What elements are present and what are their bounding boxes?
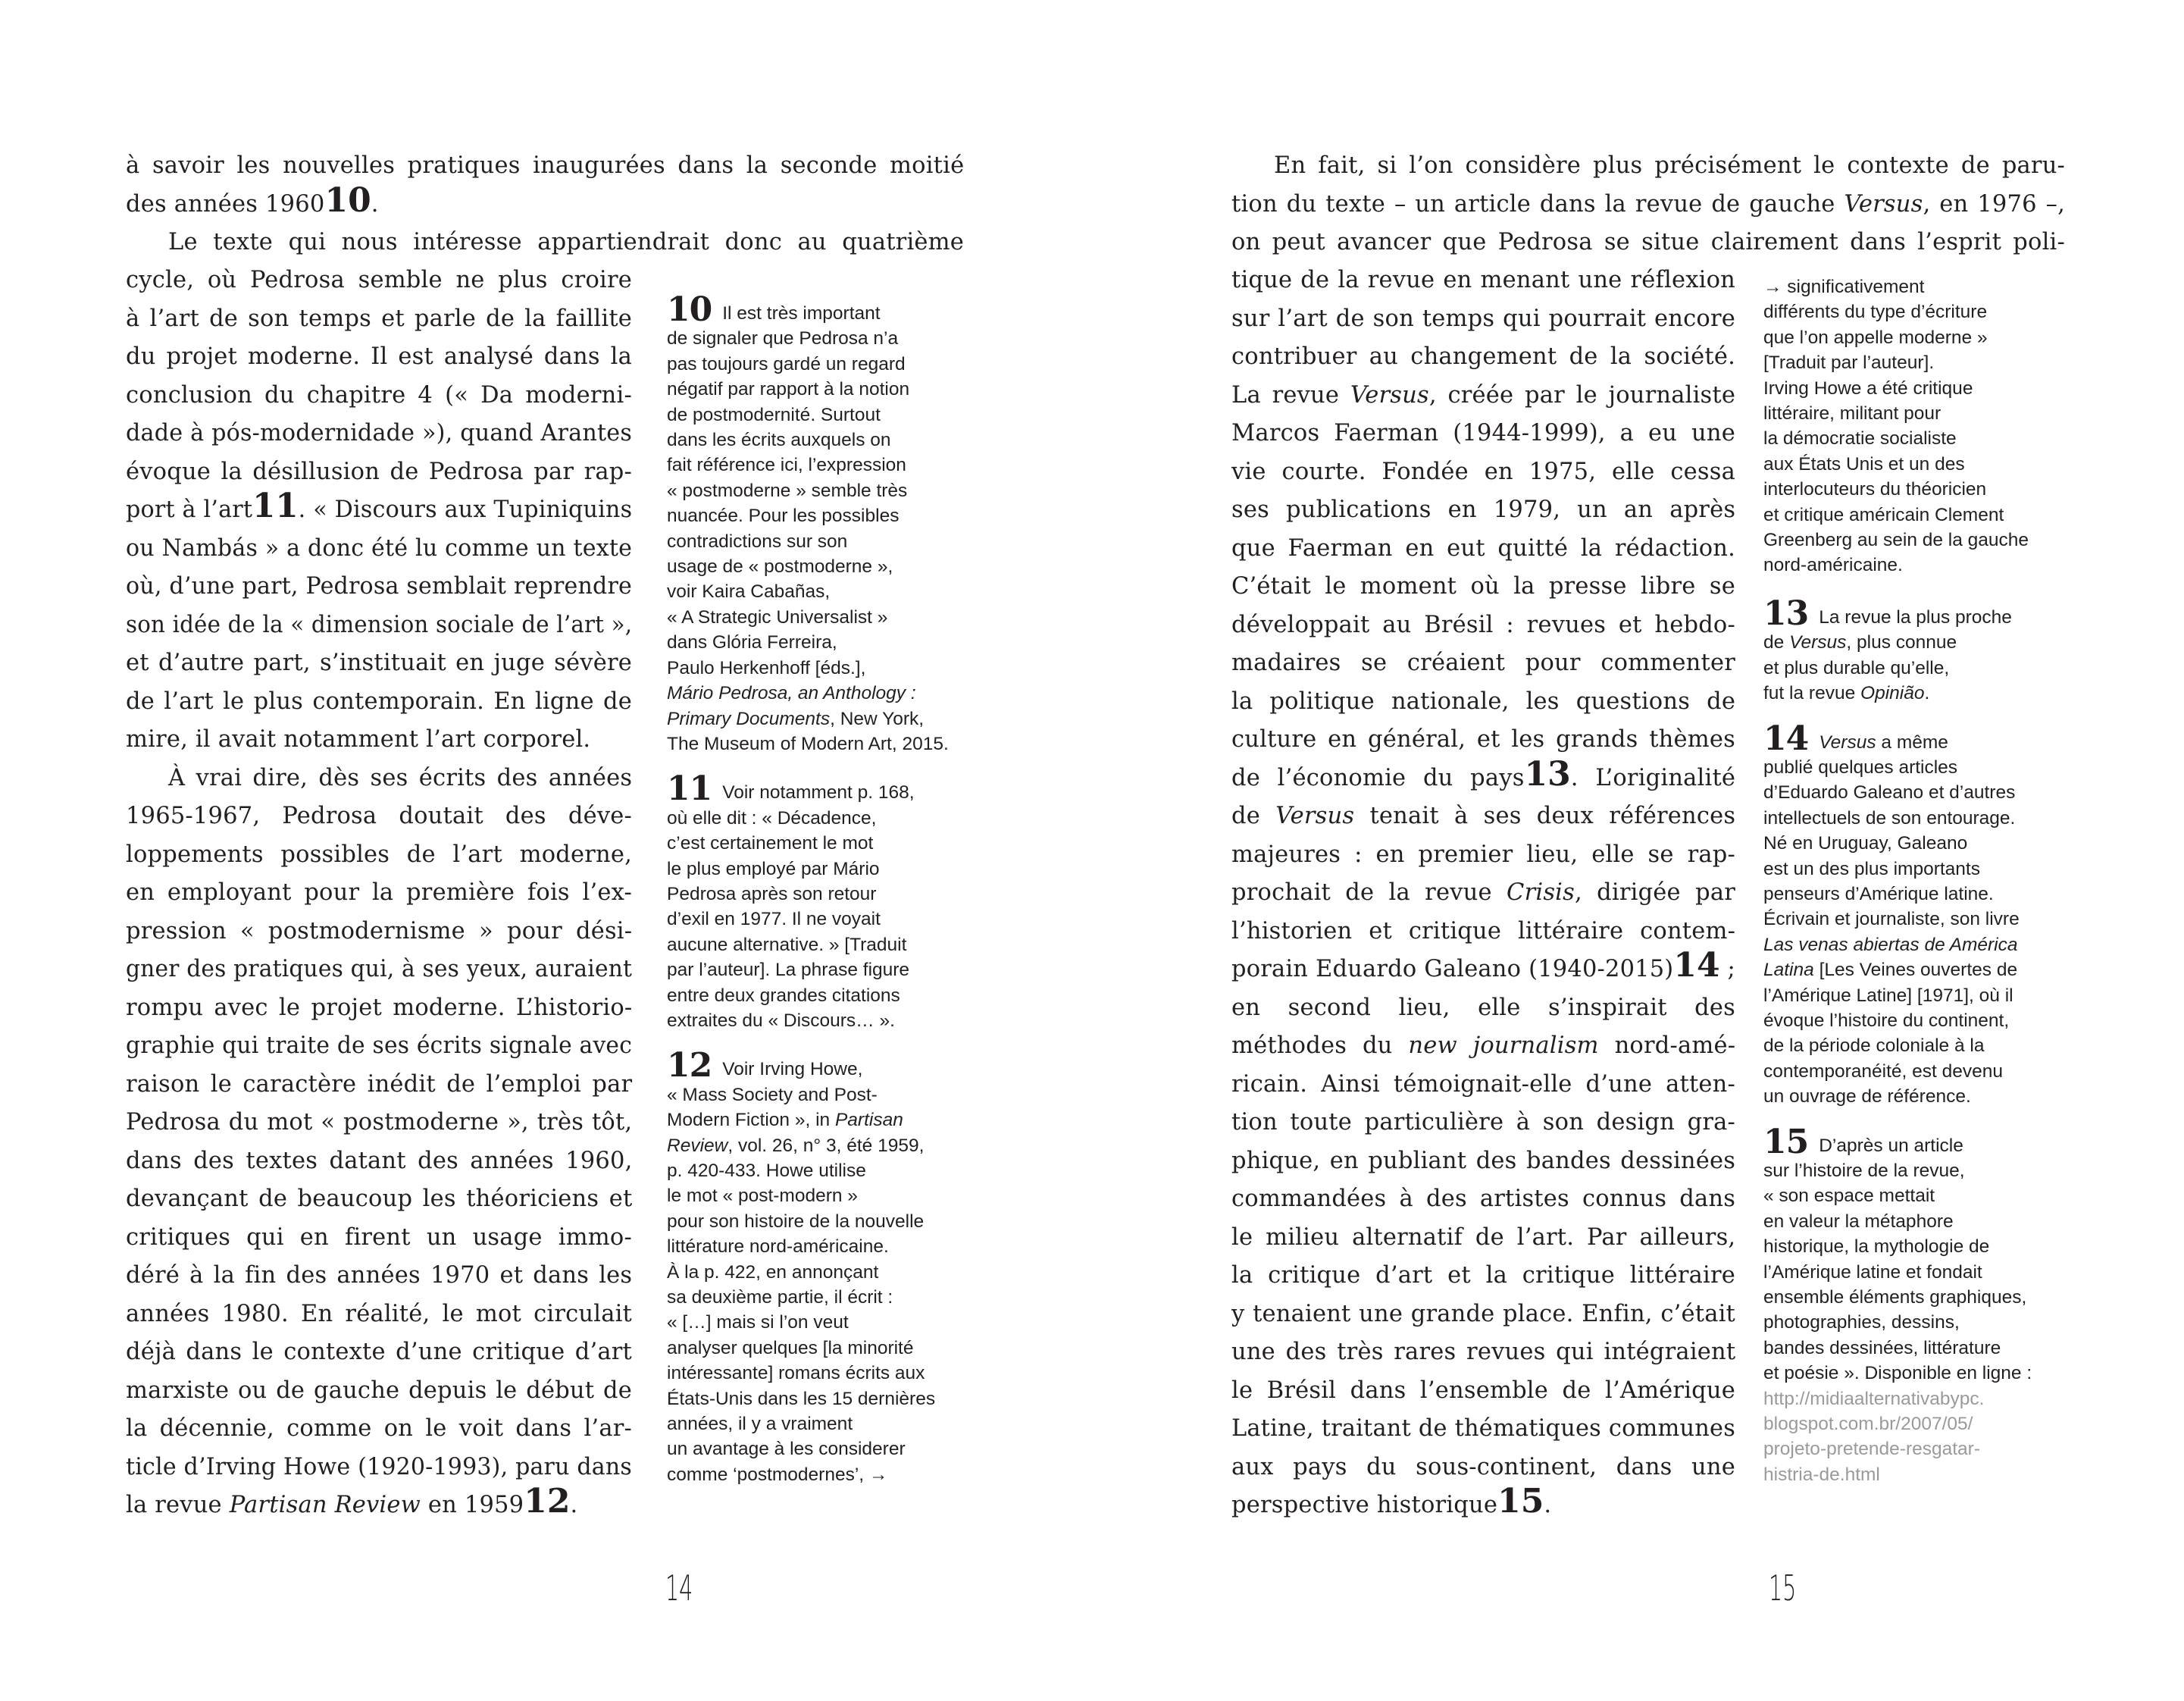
body-line <box>126 1482 632 1525</box>
footnote-text: analyser quelques [la minorité <box>667 1337 914 1358</box>
body-text: de l’économie du pays <box>1231 764 1525 791</box>
footnote-text: intellectuels de son entourage. <box>1763 807 2016 829</box>
body-line: années 1980. En réalité, le mot circulait <box>126 1300 632 1327</box>
right-page <box>1092 0 2184 1701</box>
footnote-text: , vol. 26, n° 3, été 1959, <box>727 1135 925 1156</box>
journal-title: Versus <box>1844 190 1923 218</box>
footnote-text: pour son histoire de la nouvelle <box>667 1211 925 1232</box>
body-line: déjà dans le contexte d’une critique d’art <box>126 1339 632 1365</box>
body-line: marxiste ou de gauche depuis le début de <box>126 1377 632 1404</box>
footnote-text: Irving Howe a été critique <box>1763 377 1973 399</box>
footnote-text: « Mass Society and Post- <box>667 1084 878 1105</box>
body-line: à savoir les nouvelles pratiques inaugurées dans la seconde moitié <box>126 152 965 179</box>
footnote-text: nuancée. Pour les possibles <box>667 506 900 527</box>
footnote-text: où elle dit : « Décadence, <box>667 807 877 829</box>
page-number-left: 14 <box>665 1568 693 1609</box>
body-line: du projet moderne. Il est analysé dans la <box>126 343 632 370</box>
journal-title: Crisis <box>1507 879 1575 906</box>
footnote-text: p. 420-433. Howe utilise <box>667 1161 866 1181</box>
journal-title: Versus <box>1350 381 1429 409</box>
body-line: C’était le moment où la presse libre se <box>1231 573 1735 600</box>
footnote-url[interactable]: http://midiaalternativabypc. <box>1763 1388 1985 1409</box>
body-line <box>1231 186 2065 224</box>
footnote-url[interactable]: blogspot.com.br/2007/05/ <box>1763 1414 1973 1435</box>
footnote-text: en valeur la métaphore <box>1763 1211 1954 1232</box>
body-line <box>1231 377 1735 415</box>
footnote-text: D’après un article <box>1819 1135 1963 1156</box>
footnote-text: Paulo Herkenhoff [éds.], <box>667 657 866 678</box>
footnote-text: a même <box>1876 731 1948 753</box>
footnote-text: dans Glória Ferreira, <box>667 632 837 653</box>
footnote-number: 12 <box>667 1046 712 1085</box>
footnote-text: littéraire, militant pour <box>1763 403 1942 424</box>
footnote-text: le plus employé par Mário <box>667 858 880 879</box>
body-line <box>126 487 633 530</box>
body-line: ou Nambás » a donc été lu comme un texte <box>126 534 633 562</box>
body-line: mire, il avait notamment l’art corporel. <box>126 726 591 753</box>
body-text: . <box>1544 1492 1552 1518</box>
body-text: méthodes du <box>1231 1032 1409 1059</box>
footnote-text: États-Unis dans les 15 dernières <box>667 1388 936 1409</box>
footnote-15 <box>1763 1122 2089 1488</box>
footnote-text: ensemble éléments graphiques, <box>1763 1287 2027 1308</box>
footnote-text: Voir Irving Howe, <box>722 1059 863 1080</box>
footnote-ref-12[interactable]: 12 <box>524 1482 571 1521</box>
book-title: Primary Documents <box>667 708 831 729</box>
body-line: Latine, traitant de thématiques communes <box>1231 1415 1735 1442</box>
body-text: tenait à ses deux références <box>1354 803 1736 829</box>
footnote-text: The Museum of Modern Art, 2015. <box>667 733 949 754</box>
body-text: des années 1960 <box>126 190 325 218</box>
footnote-text: historique, la mythologie de <box>1763 1236 1990 1258</box>
journal-title: Versus <box>1789 632 1847 653</box>
footnote-text: le mot « post-modern » <box>667 1186 858 1207</box>
footnote-text: c’est certainement le mot <box>667 833 874 854</box>
body-text: port à l’art <box>126 497 253 523</box>
body-text: la revue <box>126 1492 230 1518</box>
body-line: vie courte. Fondée en 1975, elle cessa <box>1231 458 1735 485</box>
body-text: tion du texte – un article dans la revue de gauche <box>1231 190 1845 218</box>
footnote-text: de postmodernité. Surtout <box>667 404 881 425</box>
footnote-text: fut la revue <box>1763 683 1861 704</box>
left-footnotes <box>667 290 985 1507</box>
journal-title: Partisan Review <box>229 1492 421 1518</box>
footnote-text: « A Strategic Universalist » <box>667 606 888 628</box>
body-line: dans des textes datant des années 1960, <box>126 1147 633 1174</box>
body-line: À vrai dire, dès ses écrits des années <box>168 764 633 791</box>
body-line <box>126 180 964 224</box>
body-line: la décennie, comme on le voit dans l’ar- <box>126 1415 632 1442</box>
footnote-text: extraites du « Discours… ». <box>667 1010 895 1031</box>
body-text: , en 1976 –, <box>1923 190 2065 218</box>
body-line <box>1231 874 1735 913</box>
footnote-12-continued <box>1763 274 2089 578</box>
journal-title: Opinião <box>1860 683 1925 704</box>
footnote-text: À la p. 422, en annonçant <box>667 1261 879 1283</box>
body-text: . <box>570 1492 578 1518</box>
footnote-text: contemporanéité, est devenu <box>1763 1060 2003 1082</box>
body-line: y tenaient une grande place. Enfin, c’était <box>1231 1300 1735 1327</box>
footnote-text: un ouvrage de référence. <box>1763 1086 1971 1107</box>
footnote-text: comme ‘postmodernes’, → <box>667 1464 888 1485</box>
journal-title: Partisan <box>834 1110 903 1131</box>
body-text: prochait de la revue <box>1231 879 1507 906</box>
footnote-text: Il est très important <box>722 303 881 324</box>
body-line: tique de la revue en menant une réflexion <box>1231 267 1735 293</box>
footnote-text: sa deuxième partie, il écrit : <box>667 1287 893 1308</box>
footnote-text: interlocuteurs du théoricien <box>1763 479 1987 500</box>
footnote-text: de la période coloniale à la <box>1763 1035 1985 1057</box>
footnote-text: est un des plus importants <box>1763 858 1980 879</box>
body-line: commandées à des artistes connus dans <box>1231 1186 1736 1212</box>
footnote-text: → significativement <box>1763 277 1925 297</box>
footnote-text: aux États Unis et un des <box>1763 453 1965 475</box>
footnote-text: Écrivain et journaliste, son livre <box>1763 909 2020 930</box>
book-title: Latina <box>1763 960 1814 981</box>
footnote-text: usage de « postmoderne », <box>667 556 893 578</box>
body-line: le Brésil dans l’ensemble de l’Amérique <box>1231 1377 1735 1404</box>
footnote-text: évoque l’histoire du continent, <box>1763 1010 2010 1031</box>
body-line: rompu avec le projet moderne. L’historio- <box>126 994 633 1021</box>
journal-title: Versus <box>1275 803 1355 829</box>
body-line: à l’art de son temps et parle de la faillite <box>126 305 633 332</box>
footnote-text: [Les Veines ouvertes de <box>1813 960 2018 981</box>
footnote-number: 13 <box>1763 594 1809 633</box>
body-text: , dirigée par <box>1574 879 1735 906</box>
footnote-text: penseurs d’Amérique latine. <box>1763 883 1994 904</box>
left-body-text-full <box>126 147 964 262</box>
body-line: évoque la désillusion de Pedrosa par rap- <box>126 458 632 485</box>
footnote-text: intéressante] romans écrits aux <box>667 1363 925 1384</box>
body-line: pression « postmodernisme » pour dési- <box>126 917 633 944</box>
footnote-text: d’Eduardo Galeano et d’autres <box>1763 782 2016 804</box>
body-text: ; <box>1719 956 1736 982</box>
footnote-text: que l’on appelle moderne » <box>1763 327 1988 348</box>
footnote-text: et critique américain Clement <box>1763 504 2004 525</box>
body-line: phique, en publiant des bandes dessinées <box>1231 1147 1736 1174</box>
footnote-11 <box>667 769 985 1033</box>
italic-term: new journalism <box>1408 1032 1599 1059</box>
footnote-text: dans les écrits auxquels on <box>667 430 891 451</box>
body-line: ticle d’Irving Howe (1920-1993), paru dans <box>126 1453 633 1480</box>
footnote-text: aucune alternative. » [Traduit <box>667 934 907 955</box>
footnote-text: contradictions sur son <box>667 531 848 552</box>
body-text: de <box>1231 803 1276 829</box>
body-line: en second lieu, elle s’inspirait des <box>1231 994 1735 1021</box>
body-line: et d’autre part, s’instituait en juge sévère <box>126 650 632 676</box>
body-text: . <box>371 190 379 218</box>
body-line: ses publications en 1979, un an après <box>1231 497 1736 523</box>
body-line: majeures : en premier lieu, elle se rap- <box>1231 841 1735 868</box>
body-text: . L’originalité <box>1570 764 1736 791</box>
footnote-text: Pedrosa après son retour <box>667 883 877 904</box>
footnote-ref-14[interactable]: 14 <box>1673 946 1720 985</box>
footnote-text: négatif par rapport à la notion <box>667 379 910 400</box>
body-line: 1965-1967, Pedrosa doutait des déve- <box>126 803 632 829</box>
body-line: où, d’une part, Pedrosa semblait reprendre <box>126 573 633 600</box>
footnote-text: , plus connue <box>1846 632 1957 653</box>
body-line: on peut avancer que Pedrosa se situe clairement dans l’esprit poli- <box>1231 229 2065 255</box>
body-line: En fait, si l’on considère plus précisément le contexte de paru- <box>1274 152 2066 179</box>
left-body-text-column <box>126 262 632 1525</box>
footnote-text: de <box>1763 632 1790 653</box>
body-line: sur l’art de son temps qui pourrait encore <box>1231 305 1735 332</box>
body-line: la politique nationale, les questions de <box>1231 688 1736 715</box>
footnote-text: différents du type d’écriture <box>1763 302 1988 323</box>
body-line: graphie qui traite de ses écrits signale avec <box>126 1032 633 1059</box>
footnote-text: Né en Uruguay, Galeano <box>1763 833 1968 854</box>
body-text: en 1959 <box>420 1492 524 1518</box>
footnote-text: nord-américaine. <box>1763 555 1903 576</box>
footnote-10 <box>667 290 985 757</box>
footnote-text: un avantage à les considerer <box>667 1439 906 1460</box>
footnote-text: pas toujours gardé un regard <box>667 353 906 374</box>
footnote-text: publié quelques articles <box>1763 757 1958 778</box>
right-footnotes <box>1763 274 2089 1507</box>
footnote-text: par l’auteur]. La phrase figure <box>667 960 910 981</box>
body-text: nord-amé- <box>1598 1032 1736 1059</box>
footnote-ref-13[interactable]: 13 <box>1524 754 1571 794</box>
body-line: conclusion du chapitre 4 (« Da moderni- <box>126 381 632 409</box>
footnote-text: l’Amérique Latine] [1971], où il <box>1763 985 2013 1006</box>
body-text: La revue <box>1231 381 1350 409</box>
body-line: que Faerman en eut quitté la rédaction. <box>1231 534 1736 562</box>
footnote-text: Greenberg au sein de la gauche <box>1763 530 2029 551</box>
body-line: Le texte qui nous intéresse appartiendrait donc au quatrième <box>168 229 965 255</box>
footnote-number: 14 <box>1763 719 1809 758</box>
body-line: contribuer au changement de la société. <box>1231 343 1735 370</box>
body-line: son idée de la « dimension sociale de l’art », <box>126 611 633 638</box>
footnote-number: 15 <box>1763 1122 1809 1161</box>
footnote-text: d’exil en 1977. Il ne voyait <box>667 909 881 930</box>
body-line: la critique d’art et la critique littéraire <box>1231 1262 1735 1289</box>
body-line: développait au Brésil : revues et hebdo- <box>1231 611 1735 638</box>
footnote-text: années, il y a vraiment <box>667 1414 853 1435</box>
footnote-ref-11[interactable]: 11 <box>252 487 299 525</box>
footnote-number: 11 <box>667 769 712 809</box>
footnote-text: littérature nord-américaine. <box>667 1236 889 1258</box>
footnote-text: et poésie ». Disponible en ligne : <box>1763 1363 2032 1384</box>
footnote-text: bandes dessinées, littérature <box>1763 1337 2001 1358</box>
body-line: critiques qui en firent un usage immo- <box>126 1223 632 1251</box>
footnote-text: , New York, <box>830 708 925 729</box>
body-line: une des très rares revues qui intégraient <box>1231 1339 1736 1365</box>
body-line: en employant pour la première fois l’ex- <box>126 879 632 906</box>
body-line: madaires se créaient pour commenter <box>1231 650 1735 676</box>
footnote-14 <box>1763 719 2089 1110</box>
footnote-url[interactable]: histria-de.html <box>1763 1464 1880 1485</box>
book-title: Mário Pedrosa, an Anthology : <box>667 683 916 704</box>
body-line: aux pays du sous-continent, dans une <box>1231 1453 1735 1480</box>
body-line: gner des pratiques qui, à ses yeux, auraient <box>126 956 633 982</box>
footnote-text: photographies, dessins, <box>1763 1312 1960 1333</box>
body-line <box>1231 754 1736 798</box>
footnote-text: de signaler que Pedrosa n’a <box>667 328 899 349</box>
footnote-text: « postmoderne » semble très <box>667 480 908 501</box>
footnote-text: fait référence ici, l’expression <box>667 455 906 476</box>
footnote-text: l’Amérique latine et fondait <box>1763 1261 1982 1283</box>
body-text: perspective historique <box>1231 1492 1498 1518</box>
footnote-12 <box>667 1046 985 1487</box>
body-line: l’historien et critique littéraire contem- <box>1231 917 1736 944</box>
body-line: Marcos Faerman (1944-1999), a eu une <box>1231 420 1735 446</box>
body-line: dade à pós-modernidade »), quand Arantes <box>126 420 633 446</box>
footnote-text: . <box>1924 683 1930 704</box>
journal-title: Versus <box>1819 731 1876 753</box>
footnote-text: entre deux grandes citations <box>667 985 900 1006</box>
body-line <box>1231 1027 1735 1066</box>
footnote-text: et plus durable qu’elle, <box>1763 657 1950 678</box>
footnote-text: [Traduit par l’auteur]. <box>1763 352 1935 374</box>
footnote-ref-10[interactable]: 10 <box>324 180 371 220</box>
footnote-text: « son espace mettait <box>1763 1186 1935 1207</box>
footnote-text: Modern Fiction », in <box>667 1110 835 1131</box>
footnote-text: sur l’histoire de la revue, <box>1763 1161 1965 1181</box>
footnote-text: La revue la plus proche <box>1819 606 2012 628</box>
footnote-number: 10 <box>667 290 712 329</box>
body-line: cycle, où Pedrosa semble ne plus croire <box>126 267 632 293</box>
body-line <box>1231 797 1735 836</box>
footnote-text: « […] mais si l’on veut <box>667 1312 849 1333</box>
body-line: de l’art le plus contemporain. En ligne de <box>126 688 632 715</box>
right-body-text-full <box>1231 147 2065 262</box>
body-line: tion toute particulière à son design gra- <box>1231 1109 1735 1136</box>
footnote-13 <box>1763 594 2089 706</box>
body-text: . « Discours aux Tupiniquins <box>298 497 633 523</box>
footnote-url[interactable]: projeto-pretende-resgatar- <box>1763 1439 1980 1460</box>
footnote-ref-15[interactable]: 15 <box>1497 1482 1544 1521</box>
body-line <box>1231 946 1736 989</box>
footnote-text: voir Kaira Cabañas, <box>667 581 831 603</box>
footnote-text: Voir notamment p. 168, <box>722 782 915 804</box>
right-body-text-column <box>1231 262 1735 1525</box>
body-line: déré à la fin des années 1970 et dans les <box>126 1262 633 1289</box>
body-text: porain Eduardo Galeano (1940-2015) <box>1231 956 1674 982</box>
body-line: le milieu alternatif de l’art. Par ailleurs, <box>1231 1223 1736 1251</box>
body-text: , créée par le journaliste <box>1428 381 1736 409</box>
body-line: loppements possibles de l’art moderne, <box>126 841 632 868</box>
footnote-text: la démocratie socialiste <box>1763 428 1957 450</box>
body-line: raison le caractère inédit de l’emploi par <box>126 1070 633 1098</box>
body-line: Pedrosa du mot « postmoderne », très tôt, <box>126 1109 633 1136</box>
book-title: Las venas abiertas de América <box>1763 934 2018 955</box>
body-line: devançant de beaucoup les théoriciens et <box>126 1186 633 1212</box>
body-line: culture en général, et les grands thèmes <box>1231 726 1735 753</box>
journal-title: Review <box>667 1135 728 1156</box>
body-line <box>1231 1482 1735 1525</box>
body-line: ricain. Ainsi témoignait-elle d’une atten- <box>1231 1070 1735 1098</box>
page-number-right: 15 <box>1769 1568 1797 1609</box>
